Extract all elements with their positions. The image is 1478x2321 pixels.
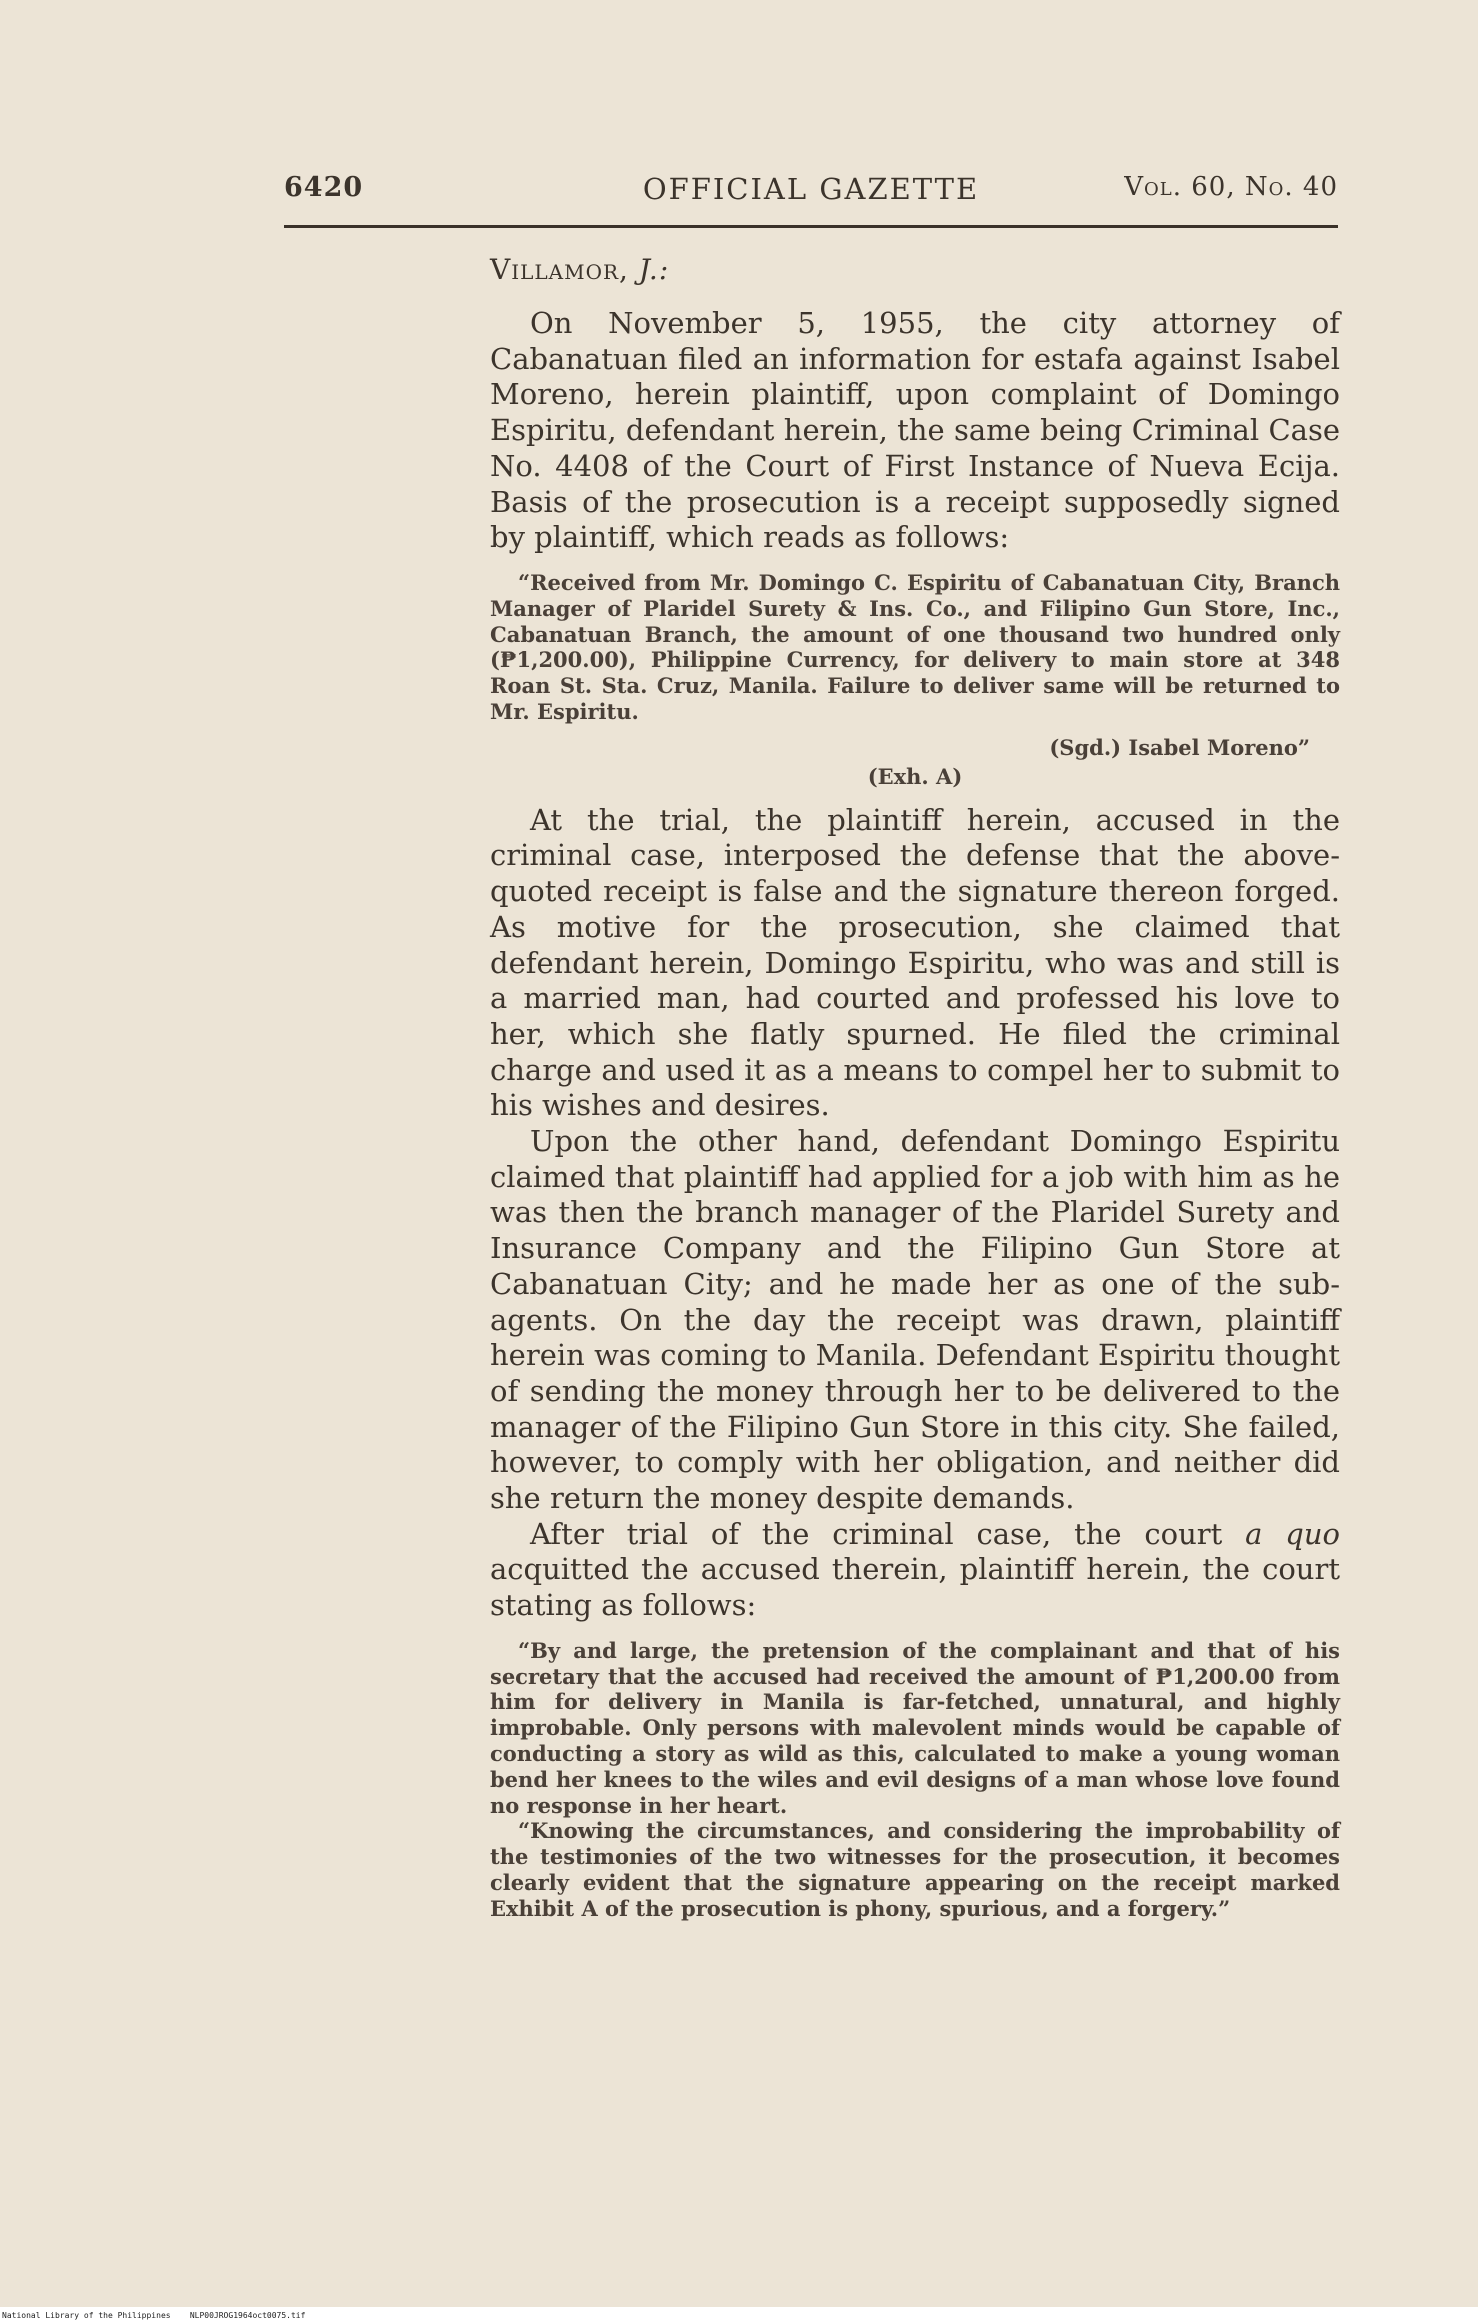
publication-title: OFFICIAL GAZETTE [642, 172, 980, 206]
page-header [284, 172, 1338, 212]
paragraph-4-end: acquitted the accused therein, plaintiff herein, the court stating as follows: [490, 1552, 1340, 1623]
court-quote-1: “By and large, the pretension of the complainant and that of his secretary that the accused had received the amount of ₱1,200.00 from him for delivery in Manila is far-fetched, unnatural, and highly improbable. Only persons with malevolent minds would be capable of conducting a story as wild as this, calculated to make a young woman bend her knees to the wiles and evil designs of a man whose love found no response in her heart. [490, 1637, 1340, 1818]
paragraph-4 [490, 1517, 1340, 1624]
a-quo: a quo [1245, 1516, 1340, 1551]
author-suffix: J.: [638, 253, 670, 286]
author-name: Villamor, [490, 253, 629, 286]
scan-footer [0, 2307, 1478, 2321]
receipt-signature: (Sgd.) Isabel Moreno” [1049, 734, 1310, 760]
scan-file: NLP00JROG1964oct0075.tif [189, 2311, 306, 2320]
decision-body [490, 253, 1340, 1922]
author-line [490, 253, 1340, 286]
page-number: 6420 [284, 172, 364, 203]
header-rule [284, 225, 1338, 228]
volume-number: Vol. 60, No. 40 [1124, 172, 1338, 202]
paragraph-1: On November 5, 1955, the city attorney of Cabanatuan filed an information for estafa against Isabel Moreno, herein plaintiff, upon complaint of Domingo Espiritu, defendant herein, the same being Criminal Case No. 4408 of the Court of First Instance of Nueva Ecija. Basis of the prosecution is a receipt supposedly signed by plaintiff, which reads as follows: [490, 306, 1340, 555]
paragraph-3: Upon the other hand, defendant Domingo Espiritu claimed that plaintiff had applied for a job with him as he was then the branch manager of the Plaridel Surety and Insurance Company and the Filipino Gun Store at Cabanatuan City; and he made her as one of the sub-agents. On the day the receipt was drawn, plaintiff herein was coming to Manila. Defendant Espiritu thought of sending the money through her to be delivered to the manager of the Filipino Gun Store in this city. She failed, however, to comply with her obligation, and neither did she return the money despite demands. [490, 1124, 1340, 1516]
scan-library: National Library of the Philippines [2, 2311, 171, 2320]
court-quote-2: “Knowing the circumstances, and considering the improbability of the testimonies of the two witnesses for the prosecution, it becomes clearly evident that the signature appearing on the receipt marked Exhibit A of the prosecution is phony, spurious, and a forgery.” [490, 1818, 1340, 1921]
exhibit-label: (Exh. A) [867, 763, 963, 789]
paragraph-4-start: After trial of the criminal case, the court [530, 1516, 1223, 1551]
receipt-quote: “Received from Mr. Domingo C. Espiritu of Cabanatuan City, Branch Manager of Plaridel Surety & Ins. Co., and Filipino Gun Store, Inc., Cabanatuan Branch, the amount of one thousand two hundred only (₱1,200.00), Philippine Currency, for delivery to main store at 348 Roan St. Sta. Cruz, Manila. Failure to deliver same will be returned to Mr. Espiritu. [490, 569, 1340, 724]
scan-footer-text [2, 2311, 305, 2320]
paragraph-2: At the trial, the plaintiff herein, accused in the criminal case, interposed the defense that the above-quoted receipt is false and the signature thereon forged. As motive for the prosecution, she claimed that defendant herein, Domingo Espiritu, who was and still is a married man, had courted and professed his love to her, which she flatly spurned. He filed the criminal charge and used it as a means to compel her to submit to his wishes and desires. [490, 802, 1340, 1123]
